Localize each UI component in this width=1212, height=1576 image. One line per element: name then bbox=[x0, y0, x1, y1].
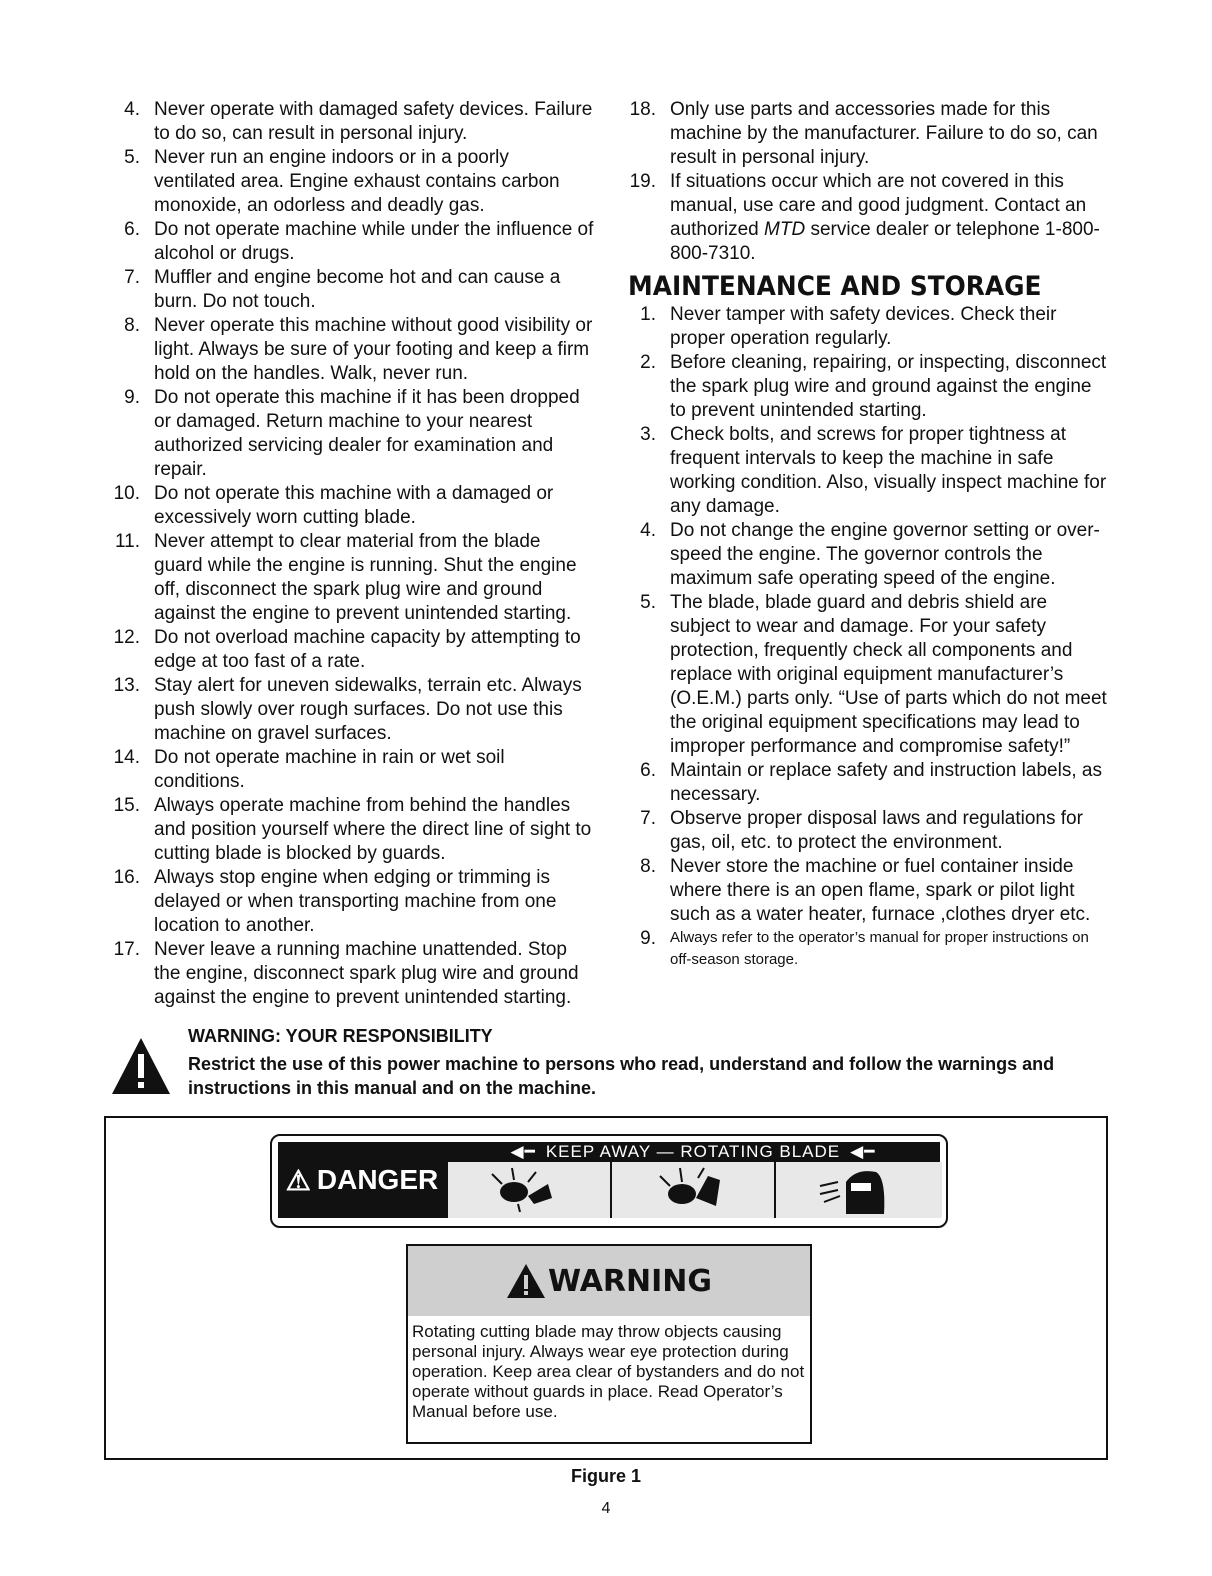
safety-list-continued bbox=[620, 98, 1110, 266]
item-number: 9. bbox=[124, 387, 140, 408]
list-item bbox=[104, 530, 594, 626]
page-number: 4 bbox=[601, 1500, 611, 1517]
item-text: Never tamper with safety devices. Check their proper operation regularly. bbox=[670, 304, 1057, 349]
item-text: The blade, blade guard and debris shield are subject to wear and damage. For your safety protection, frequently check all components and replace with original equipment manufacturer’s (O.E.M.) parts only. “Use of parts which do not meet the original equipment specifications may lead to improper performance and compromise safety!” bbox=[670, 592, 1107, 757]
item-number: 2. bbox=[640, 352, 656, 373]
list-item bbox=[104, 98, 594, 146]
item-text: Muffler and engine become hot and can cause a burn. Do not touch. bbox=[154, 267, 561, 312]
item-number: 5. bbox=[124, 147, 140, 168]
list-item bbox=[104, 218, 594, 266]
maintenance-list bbox=[620, 303, 1110, 971]
hand-blade-icon bbox=[612, 1162, 776, 1218]
item-text: Observe proper disposal laws and regulations for gas, oil, etc. to protect the environment. bbox=[670, 808, 1083, 853]
warning-title: WARNING: YOUR RESPONSIBILITY bbox=[188, 1026, 493, 1046]
thrown-object-icon bbox=[448, 1162, 612, 1218]
list-item bbox=[620, 855, 1110, 927]
figure-box bbox=[104, 1116, 1108, 1460]
figure-caption: Figure 1 bbox=[570, 1466, 641, 1486]
item-text: Do not overload machine capacity by attempting to edge at too fast of a rate. bbox=[154, 627, 581, 672]
eye-protection-icon bbox=[776, 1162, 942, 1218]
item-number: 16. bbox=[113, 867, 140, 888]
pictogram-panel bbox=[610, 1162, 776, 1218]
item-number: 17. bbox=[113, 939, 140, 960]
item-text: Always stop engine when edging or trimming is delayed or when transporting machine from one location to another. bbox=[154, 867, 557, 936]
danger-badge: ⚠ DANGER bbox=[278, 1142, 446, 1218]
list-item bbox=[104, 794, 594, 866]
warning-header: WARNING bbox=[408, 1246, 810, 1316]
item-number: 7. bbox=[124, 267, 140, 288]
list-item bbox=[620, 927, 1110, 971]
list-item bbox=[620, 423, 1110, 519]
danger-banner: ◀━ KEEP AWAY — ROTATING BLADE ◀━ bbox=[446, 1142, 940, 1162]
list-item bbox=[620, 807, 1110, 855]
list-item bbox=[104, 866, 594, 938]
item-number: 14. bbox=[113, 747, 140, 768]
item-number: 8. bbox=[124, 315, 140, 336]
item-text: Never operate with damaged safety devices. Failure to do so, can result in personal injury. bbox=[154, 99, 593, 144]
item-number: 6. bbox=[640, 760, 656, 781]
right-column bbox=[620, 98, 1110, 971]
warning-triangle-icon bbox=[506, 1263, 546, 1299]
item-text: Never store the machine or fuel container inside where there is an open flame, spark or pilot light such as a water heater, furnace ,clothes dryer etc. bbox=[670, 856, 1091, 925]
list-item bbox=[104, 746, 594, 794]
item-text: Never leave a running machine unattended. Stop the engine, disconnect spark plug wire and ground against the engine to prevent unintended starting. bbox=[154, 939, 579, 1008]
brand-name: MTD bbox=[764, 219, 806, 240]
warning-decal bbox=[406, 1244, 812, 1444]
item-number: 1. bbox=[640, 304, 656, 325]
list-item bbox=[104, 938, 594, 1010]
item-text: Never run an engine indoors or in a poorly ventilated area. Engine exhaust contains carbon monoxide, an odorless and deadly gas. bbox=[154, 147, 560, 216]
left-column bbox=[104, 98, 594, 1010]
list-item bbox=[104, 482, 594, 530]
item-number: 12. bbox=[113, 627, 140, 648]
danger-decal bbox=[270, 1134, 948, 1228]
pictogram-panel bbox=[774, 1162, 942, 1218]
item-text: Do not change the engine governor setting or over-speed the engine. The governor controls the maximum safe operating speed of the engine. bbox=[670, 520, 1100, 589]
item-text: Before cleaning, repairing, or inspecting, disconnect the spark plug wire and ground against the engine to prevent unintended starting. bbox=[670, 352, 1107, 421]
warning-triangle-icon: ⚠ bbox=[285, 1164, 311, 1196]
warning-body: Restrict the use of this power machine to persons who read, understand and follow the warnings and instructions in this manual and on the machine. bbox=[188, 1054, 1055, 1098]
item-text: Always refer to the operator’s manual for proper instructions on off-season storage. bbox=[670, 929, 1089, 968]
item-number: 8. bbox=[640, 856, 656, 877]
item-number: 6. bbox=[124, 219, 140, 240]
list-item bbox=[104, 386, 594, 482]
section-heading: MAINTENANCE AND STORAGE bbox=[628, 271, 1042, 302]
list-item bbox=[104, 266, 594, 314]
list-item bbox=[620, 351, 1110, 423]
item-number: 7. bbox=[640, 808, 656, 829]
item-text: Maintain or replace safety and instruction labels, as necessary. bbox=[670, 760, 1102, 805]
item-text: Do not operate machine while under the influence of alcohol or drugs. bbox=[154, 219, 594, 264]
arrow-left-icon: ◀━ bbox=[850, 1142, 876, 1161]
list-item bbox=[104, 674, 594, 746]
item-text: Never attempt to clear material from the blade guard while the engine is running. Shut the engine off, disconnect the spark plug wire and ground against the engine to prevent unintended starting. bbox=[154, 531, 577, 624]
item-text: Never operate this machine without good visibility or light. Always be sure of your footing and keep a firm hold on the handles. Walk, never run. bbox=[154, 315, 593, 384]
item-number: 4. bbox=[124, 99, 140, 120]
list-item bbox=[104, 314, 594, 386]
safety-list bbox=[104, 98, 594, 1010]
list-item bbox=[620, 591, 1110, 759]
list-item bbox=[620, 303, 1110, 351]
item-text: Stay alert for uneven sidewalks, terrain etc. Always push slowly over rough surfaces. Do not use this machine on gravel surfaces. bbox=[154, 675, 582, 744]
list-item: 18. Only use parts and accessories made for this machine by the manufacturer. Failure to do so, can result in personal injury. bbox=[629, 99, 1098, 168]
item-number: 10. bbox=[113, 483, 140, 504]
item-number: 5. bbox=[640, 592, 656, 613]
list-item bbox=[104, 146, 594, 218]
item-number: 4. bbox=[640, 520, 656, 541]
item-text: Do not operate machine in rain or wet soil conditions. bbox=[154, 747, 505, 792]
item-text: Check bolts, and screws for proper tightness at frequent intervals to keep the machine in safe working condition. Also, visually inspect machine for any damage. bbox=[670, 424, 1107, 517]
list-item: 19. If situations occur which are not covered in this manual, use care and good judgment. Contact an authorized MTD service dealer or telephone 1-800-800-7310. bbox=[629, 171, 1100, 264]
item-number: 11. bbox=[114, 531, 140, 552]
item-number: 15. bbox=[113, 795, 140, 816]
arrow-left-icon: ◀━ bbox=[510, 1142, 536, 1161]
item-number: 13. bbox=[113, 675, 140, 696]
warning-triangle-icon bbox=[110, 1036, 172, 1096]
list-item bbox=[620, 519, 1110, 591]
item-number: 9. bbox=[640, 928, 656, 949]
item-text: Do not operate this machine if it has been dropped or damaged. Return machine to your nearest authorized servicing dealer for examination and repair. bbox=[154, 387, 580, 480]
list-item bbox=[620, 759, 1110, 807]
item-text: Do not operate this machine with a damaged or excessively worn cutting blade. bbox=[154, 483, 554, 528]
warning-text: Rotating cutting blade may throw objects causing personal injury. Always wear eye protection during operation. Keep area clear of bystanders and do not operate without guards in place. Read Operator’s Manual before use. bbox=[412, 1322, 805, 1421]
pictogram-panel bbox=[446, 1162, 612, 1218]
item-text: Always operate machine from behind the handles and position yourself where the direct line of sight to cutting blade is blocked by guards. bbox=[154, 795, 592, 864]
item-number: 3. bbox=[640, 424, 656, 445]
list-item bbox=[104, 626, 594, 674]
